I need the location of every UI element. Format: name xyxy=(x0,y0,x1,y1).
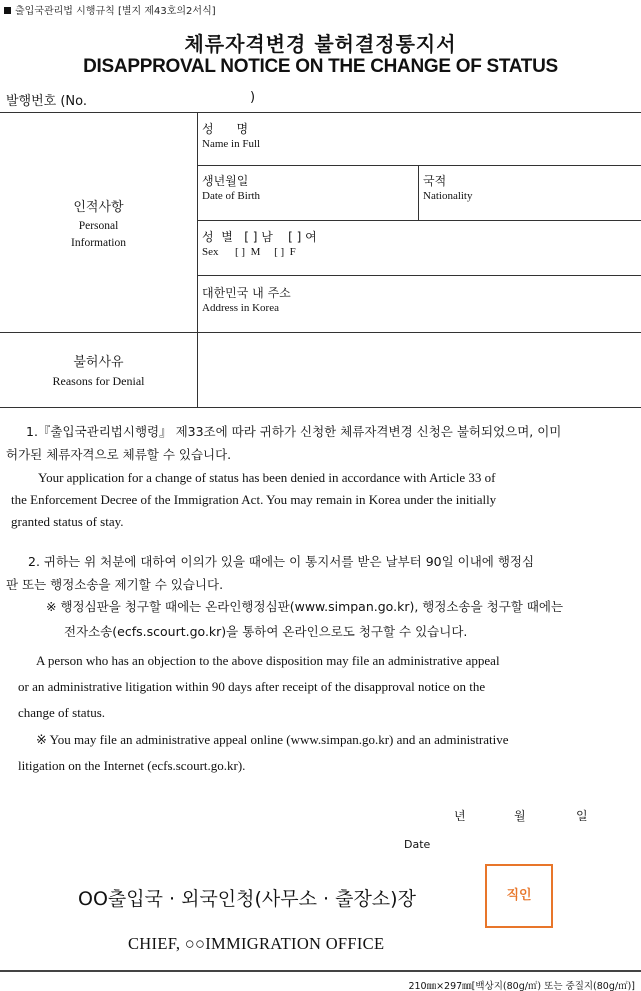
row-divider-dob xyxy=(197,220,641,221)
paragraph-2-en-line-3: change of status. xyxy=(18,705,106,720)
issue-number-label: 발행번호 (No. xyxy=(6,94,88,109)
date-day: 일 xyxy=(576,809,588,823)
paragraph-2-en-line-2: or an administrative litigation within 90 days after receipt of the disapproval notice on the xyxy=(18,679,486,694)
paragraph-1-ko-line-1: 1.『출입국관리법시행령』 제33조에 따라 귀하가 신청한 체류자격변경 신청은 불허되었으며, 이미 xyxy=(26,424,562,439)
footer-divider xyxy=(0,970,641,972)
date-label: Date xyxy=(404,838,431,851)
address-field xyxy=(202,284,291,314)
personal-info-label xyxy=(0,196,197,252)
paragraph-2-en-line-1: A person who has an objection to the above disposition may file an administrative appeal xyxy=(36,653,500,668)
title-english: DISAPPROVAL NOTICE ON THE CHANGE OF STATUS xyxy=(83,56,558,77)
row-divider-name xyxy=(197,165,641,166)
name-label-en: Name in Full xyxy=(202,138,261,150)
reasons-label-en: Reasons for Denial xyxy=(52,374,145,388)
table-top-border xyxy=(0,112,641,113)
paragraph-2-note-line-2: 전자소송(ecfs.scourt.go.kr)을 통하여 온라인으로도 청구할 수 있습니다. xyxy=(64,624,468,639)
paragraph-1-en-line-2: the Enforcement Decree of the Immigration Act. You may remain in Korea under the initially xyxy=(11,492,497,507)
paragraph-2-ko-line-1: 2. 귀하는 위 처분에 대하여 이의가 있을 때에는 이 통지서를 받은 날부터 90일 이내에 행정심 xyxy=(28,554,535,569)
reasons-label xyxy=(0,351,197,389)
address-label-en: Address in Korea xyxy=(202,302,279,314)
nationality-label-en: Nationality xyxy=(423,190,473,202)
paragraph-2-en-note-line-1: ※ You may file an administrative appeal online (www.simpan.go.kr) and an administrative xyxy=(36,732,509,747)
nationality-field xyxy=(423,172,473,202)
dob-field xyxy=(202,172,260,202)
personal-info-label-ko: 인적사항 xyxy=(73,200,124,215)
dob-nationality-divider xyxy=(418,165,419,220)
table-bottom-border xyxy=(0,407,641,408)
dob-label-ko: 생년월일 xyxy=(202,174,249,188)
paragraph-1-en-line-1: Your application for a change of status has been denied in accordance with Article 33 of xyxy=(38,470,496,485)
paragraph-2-note-line-1: ※ 행정심판을 청구할 때에는 온라인행정심판(www.simpan.go.kr), 행정소송을 청구할 때에는 xyxy=(46,599,564,614)
chief-title-english: CHIEF, ○○IMMIGRATION OFFICE xyxy=(128,934,385,953)
reasons-label-ko: 불허사유 xyxy=(73,355,124,370)
paper-spec: 210㎜×297㎜[백상지(80g/㎡) 또는 중질지(80g/㎡)] xyxy=(408,981,635,991)
table-label-divider xyxy=(197,112,198,407)
issue-number xyxy=(6,90,256,109)
date-month: 월 xyxy=(514,809,526,823)
personal-info-label-en-1: Personal xyxy=(78,220,119,232)
paragraph-1-ko-line-2: 허가된 체류자격으로 체류할 수 있습니다. xyxy=(6,447,232,462)
dob-label-en: Date of Birth xyxy=(202,190,261,202)
issue-number-close: ) xyxy=(250,90,256,105)
date-year: 년 xyxy=(454,809,466,823)
paragraph-2-en-note-line-2: litigation on the Internet (ecfs.scourt.go.kr). xyxy=(18,758,246,773)
chief-title-korean: OO출입국 · 외국인청(사무소 · 출장소)장 xyxy=(78,888,416,910)
personal-info-label-en-2: Information xyxy=(71,237,126,249)
sex-label-ko: 성 별 [ ] 남 [ ] 여 xyxy=(202,230,317,244)
row-divider-sex xyxy=(197,275,641,276)
name-field xyxy=(202,120,260,150)
name-label-ko: 성 명 xyxy=(202,122,249,136)
sex-field[interactable] xyxy=(202,228,317,258)
paragraph-2-ko-line-2: 판 또는 행정소송을 제기할 수 있습니다. xyxy=(6,577,224,592)
form-reference-text: 출입국관리법 시행규칙 [별지 제43호의2서식] xyxy=(15,6,216,17)
sex-label-en: Sex [ ] M [ ] F xyxy=(202,246,296,258)
row-divider-address xyxy=(0,332,641,333)
title-korean: 체류자격변경 불허결정통지서 xyxy=(184,32,457,56)
official-seal-box: 직인 xyxy=(485,864,553,928)
paragraph-1-en-line-3: granted status of stay. xyxy=(11,514,124,529)
address-label-ko: 대한민국 내 주소 xyxy=(202,286,291,300)
nationality-label-ko: 국적 xyxy=(423,174,447,188)
square-bullet-icon xyxy=(4,7,11,14)
form-reference xyxy=(4,2,216,17)
